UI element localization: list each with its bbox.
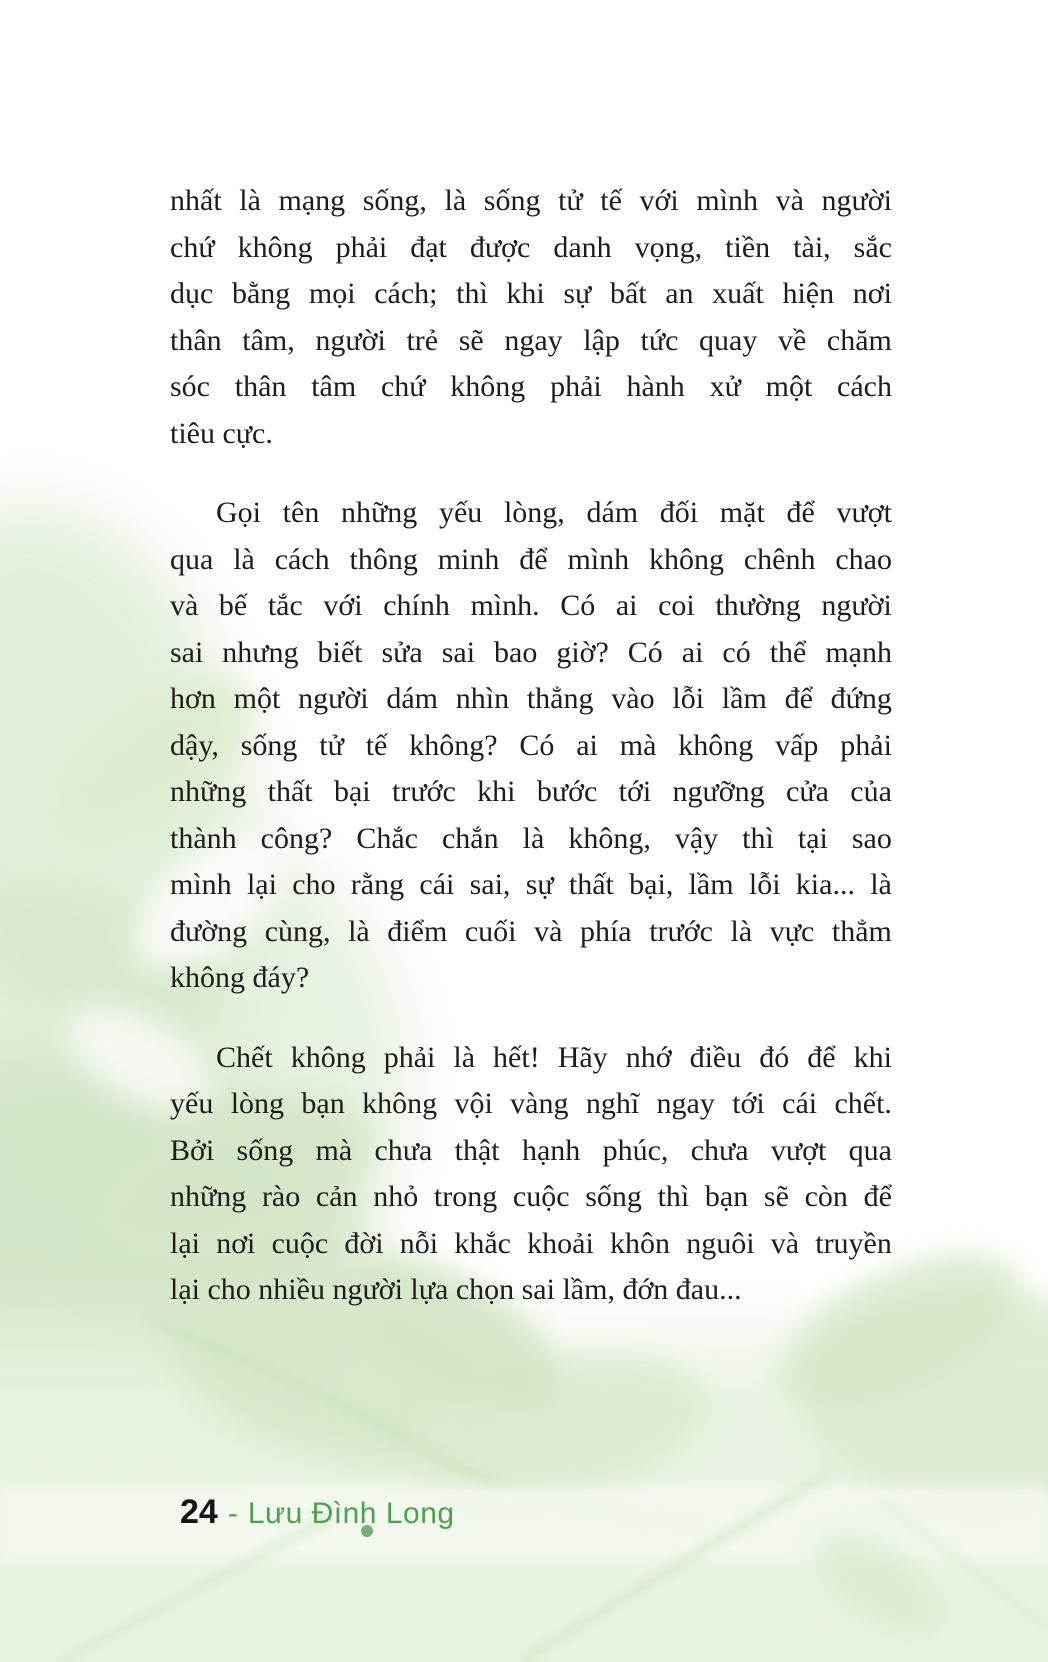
paragraph xyxy=(170,490,892,1002)
text-line: dậy, sống tử tế không? Có ai mà không vấp phải xyxy=(170,728,892,762)
text-line: những thất bại trước khi bước tới ngưỡng cửa của xyxy=(170,775,892,808)
text-line: lại nơi cuộc đời nỗi khắc khoải khôn nguôi và truyền xyxy=(170,1226,892,1260)
page-footer xyxy=(180,1493,455,1532)
text-line: và bế tắc với chính mình. Có ai coi thường người xyxy=(170,589,892,622)
footer-separator: - xyxy=(227,1497,238,1530)
text-line: Bởi sống mà chưa thật hạnh phúc, chưa vượt qua xyxy=(170,1133,892,1167)
text-line: mình lại cho rằng cái sai, sự thất bại, lầm lỗi kia... là xyxy=(170,868,892,901)
paragraph xyxy=(170,178,892,457)
paragraph xyxy=(170,1035,892,1314)
text-line: không đáy? xyxy=(170,961,310,994)
text-line: thành công? Chắc chắn là không, vậy thì tại sao xyxy=(170,821,892,855)
text-line: qua là cách thông minh để mình không chênh chao xyxy=(170,542,892,576)
text-line: Gọi tên những yếu lòng, dám đối mặt để vượt xyxy=(216,496,892,529)
page-number: 24 xyxy=(180,1493,218,1531)
text-line: yếu lòng bạn không vội vàng nghĩ ngay tới cái chết. xyxy=(170,1087,892,1120)
footer-author: Lưu Đình Long xyxy=(247,1497,455,1530)
text-line: đường cùng, là điểm cuối và phía trước là vực thẳm xyxy=(170,914,892,948)
text-line: nhất là mạng sống, là sống tử tế với mình và người xyxy=(170,184,892,217)
text-line: thân tâm, người trẻ sẽ ngay lập tức quay về chăm xyxy=(170,323,892,357)
text-line: tiêu cực. xyxy=(170,416,273,450)
text-line: sóc thân tâm chứ không phải hành xử một cách xyxy=(170,370,892,403)
text-line: lại cho nhiều người lựa chọn sai lầm, đớn đau... xyxy=(170,1273,742,1306)
text-line: những rào cản nhỏ trong cuộc sống thì bạn sẽ còn để xyxy=(170,1180,892,1213)
text-line: sai nhưng biết sửa sai bao giờ? Có ai có thể mạnh xyxy=(170,635,892,669)
text-line: Chết không phải là hết! Hãy nhớ điều đó để khi xyxy=(216,1040,892,1074)
text-line: chứ không phải đạt được danh vọng, tiền tài, sắc xyxy=(170,230,892,264)
page-text xyxy=(170,178,892,1314)
text-line: dục bằng mọi cách; thì khi sự bất an xuất hiện nơi xyxy=(170,277,892,310)
text-line: hơn một người dám nhìn thẳng vào lỗi lầm để đứng xyxy=(170,682,892,715)
